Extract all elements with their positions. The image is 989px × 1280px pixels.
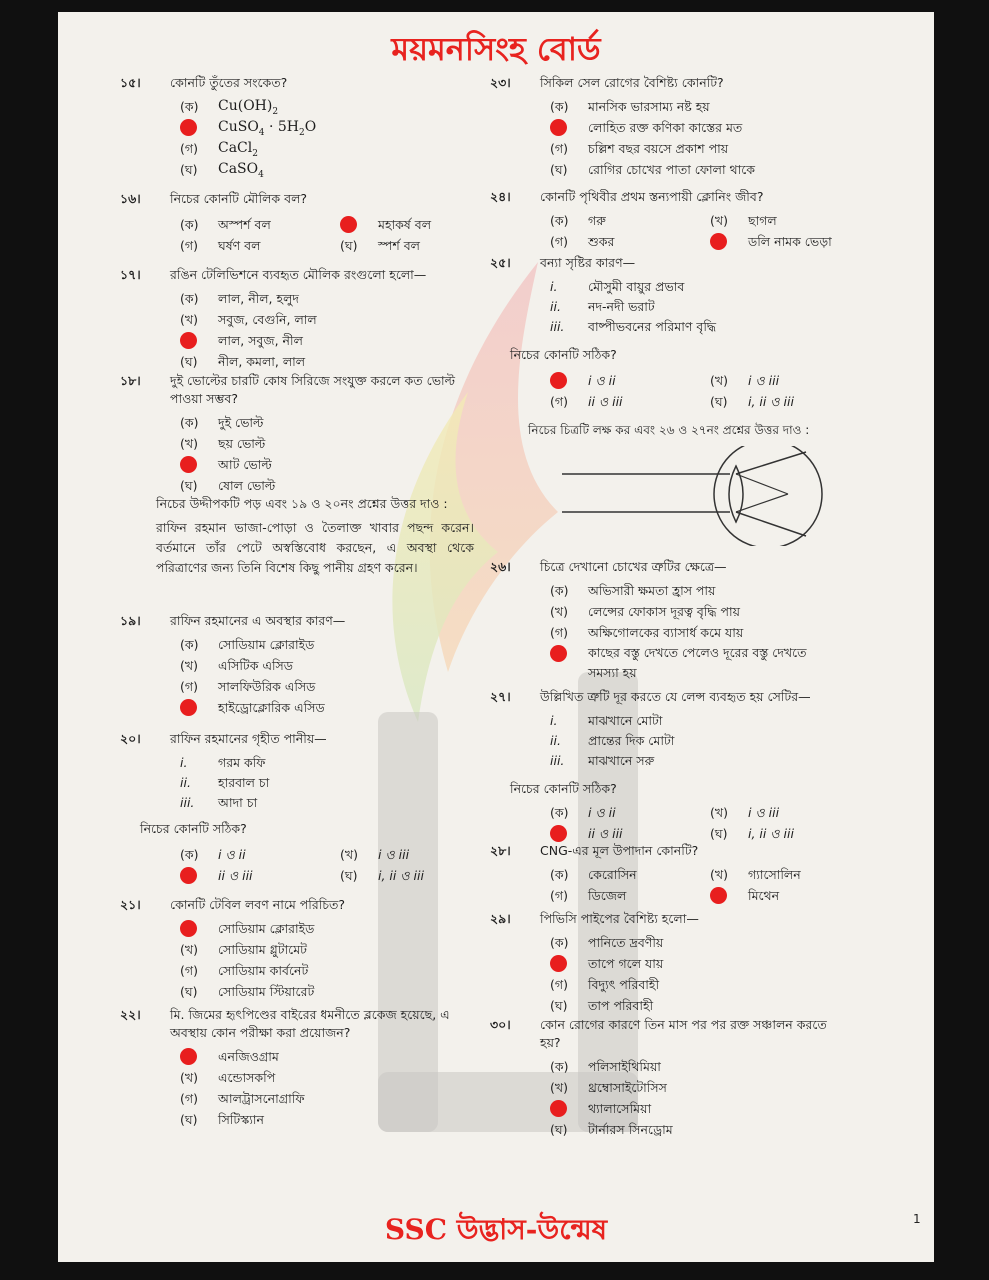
question-28: ২৮। CNG-এর মূল উপাদান কোনটি? (ক) কেরোসিন (খ) গ্যাসোলিন (গ) ডিজেল মিথেন bbox=[490, 842, 830, 906]
answer-mark-dot bbox=[710, 233, 727, 250]
option[interactable]: (ঘ) নীল, কমলা, লাল bbox=[180, 354, 306, 369]
option-marked[interactable]: লাল, সবুজ, নীল bbox=[180, 330, 460, 351]
question-27: ২৭। উল্লিখিত ত্রুটি দূর করতে যে লেন্স ব্যবহৃত হয় সেটির— i. মাঝখানে মোটা ii. প্রান্তের দিক মোটা iii. মাঝখানে সরু নিচের কোনটি সঠিক? (ক) i ও ii (খ) i ও iii ii ও iii (ঘ) i, ii ও iii bbox=[490, 688, 830, 844]
statement: iii. বাষ্পীভবনের পরিমাণ বৃদ্ধি bbox=[550, 319, 717, 334]
option[interactable]: (ক) পানিতে দ্রবণীয় bbox=[550, 935, 664, 950]
option[interactable]: (গ) ডিজেল bbox=[550, 888, 627, 903]
option[interactable]: (গ) সোডিয়াম কার্বনেট bbox=[180, 963, 309, 978]
option[interactable]: (গ) ii ও iii bbox=[550, 394, 623, 409]
option[interactable]: (ঘ) CaSO$_4$ bbox=[180, 161, 264, 180]
option[interactable]: (ঘ) টার্নারস সিনড্রোম bbox=[550, 1122, 673, 1137]
option[interactable]: (ক) দুই ভোল্ট bbox=[180, 415, 264, 430]
option[interactable]: (খ) i ও iii bbox=[710, 805, 780, 820]
option[interactable]: (খ) i ও iii bbox=[340, 847, 410, 862]
question-25: ২৫। বন্যা সৃষ্টির কারণ— i. মৌসুমী বায়ুর প্রভাব ii. নদ-নদী ভরাট iii. বাষ্পীভবনের পরিমাণ বৃদ্ধি নিচের কোনটি সঠিক? i ও ii (খ) i ও iii (গ) ii ও iii (ঘ) i, ii ও iii bbox=[490, 254, 830, 412]
option[interactable]: (খ) সোডিয়াম গ্লুটামেট bbox=[180, 942, 307, 957]
option[interactable]: (খ) ছয় ভোল্ট bbox=[180, 436, 266, 451]
answer-mark-dot bbox=[550, 955, 567, 972]
option[interactable]: (খ) থ্রম্বোসাইটোসিস bbox=[550, 1080, 667, 1095]
option-marked[interactable]: কাছের বস্তু দেখতে পেলেও দূরের বস্তু দেখতে সমস্যা হয় bbox=[550, 643, 830, 685]
statement: iii. আদা চা bbox=[180, 795, 258, 810]
board-title: ময়মনসিংহ বোর্ড bbox=[391, 30, 601, 68]
option-marked[interactable]: তাপে গলে যায় bbox=[550, 953, 830, 974]
option[interactable]: (খ) i ও iii bbox=[710, 373, 780, 388]
option[interactable]: (ঘ) রোগির চোখের পাতা ফোলা থাকে bbox=[550, 162, 756, 177]
statement: i. মৌসুমী বায়ুর প্রভাব bbox=[550, 279, 685, 294]
option-marked[interactable]: মহাকর্ষ বল bbox=[340, 214, 500, 235]
question-18: ১৮। দুই ভোল্টের চারটি কোষ সিরিজে সংযুক্ত করলে কত ভোল্ট পাওয়া সম্ভব? (ক) দুই ভোল্ট (খ) ছয় ভোল্ট আট ভোল্ট (ঘ) ষোল ভোল্ট bbox=[120, 372, 460, 496]
statement: ii. হারবাল চা bbox=[180, 775, 270, 790]
answer-mark-dot bbox=[550, 119, 567, 136]
exam-page bbox=[58, 12, 934, 1262]
option-marked[interactable]: CuSO$_4$ · $5H_2O$ bbox=[180, 117, 460, 138]
option[interactable]: (ক) গরু bbox=[550, 213, 606, 228]
answer-mark-dot bbox=[550, 645, 567, 662]
option-marked[interactable]: লোহিত রক্ত কণিকা কাস্তের মত bbox=[550, 117, 830, 138]
question-text: কোনটি তুঁতের সংকেত? bbox=[170, 75, 288, 90]
statement: iii. মাঝখানে সরু bbox=[550, 753, 655, 768]
option[interactable]: (ক) সোডিয়াম ক্লোরাইড bbox=[180, 637, 315, 652]
option[interactable]: (খ) ছাগল bbox=[710, 213, 777, 228]
option-marked[interactable]: মিথেন bbox=[710, 885, 870, 906]
option[interactable]: (গ) CaCl$_2$ bbox=[180, 140, 258, 159]
option[interactable]: (ঘ) ষোল ভোল্ট bbox=[180, 478, 276, 493]
question-16: ১৬। নিচের কোনটি মৌলিক বল? (ক) অস্পর্শ বল মহাকর্ষ বল (গ) ঘর্ষণ বল (ঘ) স্পর্শ বল bbox=[120, 190, 460, 256]
statement: i. গরম কফি bbox=[180, 755, 266, 770]
answer-mark-dot bbox=[180, 1048, 197, 1065]
answer-mark-dot bbox=[180, 920, 197, 937]
option[interactable]: (ক) i ও ii bbox=[550, 805, 616, 820]
stem-instruction: নিচের উদ্দীপকটি পড় এবং ১৯ ও ২০নং প্রশ্নের উত্তর দাও : bbox=[156, 496, 448, 511]
statement: ii. প্রান্তের দিক মোটা bbox=[550, 733, 675, 748]
option-marked[interactable]: i ও ii bbox=[550, 370, 710, 391]
option-marked[interactable]: এনজিওগ্রাম bbox=[180, 1046, 460, 1067]
question-23: ২৩। সিকিল সেল রোগের বৈশিষ্ট্য কোনটি? (ক) মানসিক ভারসাম্য নষ্ট হয় লোহিত রক্ত কণিকা কাস্তের মত (গ) চল্লিশ বছর বয়সে প্রকাশ পায় (ঘ) রোগির চোখের পাতা ফোলা থাকে bbox=[490, 74, 830, 180]
answer-mark-dot bbox=[180, 119, 197, 136]
option-marked[interactable]: ii ও iii bbox=[550, 823, 710, 844]
option[interactable]: (ঘ) সোডিয়াম স্টিয়ারেট bbox=[180, 984, 315, 999]
answer-mark-dot bbox=[550, 372, 567, 389]
option[interactable]: (ঘ) i, ii ও iii bbox=[340, 868, 424, 883]
question-19: ১৯। রাফিন রহমানের এ অবস্থার কারণ— (ক) সোডিয়াম ক্লোরাইড (খ) এসিটিক এসিড (গ) সালফিউরিক এসিড হাইড্রোক্লোরিক এসিড bbox=[120, 612, 460, 718]
question-20: ২০। রাফিন রহমানের গৃহীত পানীয়— i. গরম কফি ii. হারবাল চা iii. আদা চা নিচের কোনটি সঠিক? (ক) i ও ii (খ) i ও iii ii ও iii (ঘ) i, ii ও iii bbox=[120, 730, 460, 886]
answer-mark-dot bbox=[550, 1100, 567, 1117]
sub-question: নিচের কোনটি সঠিক? bbox=[510, 781, 617, 796]
page-number: 1 bbox=[913, 1212, 921, 1226]
statement: i. মাঝখানে মোটা bbox=[550, 713, 663, 728]
sub-question: নিচের কোনটি সঠিক? bbox=[510, 347, 617, 362]
option[interactable]: (গ) আলট্রাসনোগ্রাফি bbox=[180, 1091, 305, 1106]
statement: ii. নদ-নদী ভরাট bbox=[550, 299, 655, 314]
question-26: ২৬। চিত্রে দেখানো চোখের ত্রুটির ক্ষেত্রে— (ক) অভিসারী ক্ষমতা হ্রাস পায় (খ) লেন্সের ফোকাস দূরত্ব বৃদ্ধি পায় (গ) অক্ষিগোলকের ব্যাসার্ধ কমে যায় কাছের বস্তু দেখতে পেলেও দূরের বস্তু দেখতে সমস্যা হয় bbox=[490, 558, 830, 685]
option[interactable]: (খ) গ্যাসোলিন bbox=[710, 867, 801, 882]
option[interactable]: (ক) পলিসাইথিমিয়া bbox=[550, 1059, 661, 1074]
question-17: ১৭। রঙিন টেলিভিশনে ব্যবহৃত মৌলিক রংগুলো হলো— (ক) লাল, নীল, হলুদ (খ) সবুজ, বেগুনি, লাল লাল, সবুজ, নীল (ঘ) নীল, কমলা, লাল bbox=[120, 266, 460, 372]
option-marked[interactable]: আট ভোল্ট bbox=[180, 454, 460, 475]
option[interactable]: (ক) অভিসারী ক্ষমতা হ্রাস পায় bbox=[550, 583, 716, 598]
answer-mark-dot bbox=[180, 867, 197, 884]
answer-mark-dot bbox=[340, 216, 357, 233]
option[interactable]: (গ) সালফিউরিক এসিড bbox=[180, 679, 316, 694]
answer-mark-dot bbox=[550, 825, 567, 842]
sub-question: নিচের কোনটি সঠিক? bbox=[140, 821, 247, 836]
option[interactable]: (গ) চল্লিশ বছর বয়সে প্রকাশ পায় bbox=[550, 141, 729, 156]
option[interactable]: (ক) কেরোসিন bbox=[550, 867, 637, 882]
eye-defect-diagram bbox=[558, 446, 828, 546]
option[interactable]: (ঘ) সিটিস্ক্যান bbox=[180, 1112, 264, 1127]
option[interactable]: (খ) সবুজ, বেগুনি, লাল bbox=[180, 312, 317, 327]
option[interactable]: (ঘ) স্পর্শ বল bbox=[340, 238, 420, 253]
answer-mark-dot bbox=[180, 456, 197, 473]
stem-instruction: নিচের চিত্রটি লক্ষ কর এবং ২৬ ও ২৭নং প্রশ্নের উত্তর দাও : bbox=[528, 423, 810, 437]
question-15 bbox=[120, 74, 460, 180]
answer-mark-dot bbox=[180, 699, 197, 716]
question-number: ১৫। bbox=[120, 75, 141, 90]
option-marked[interactable]: ii ও iii bbox=[180, 865, 340, 886]
option[interactable]: (খ) লেন্সের ফোকাস দূরত্ব বৃদ্ধি পায় bbox=[550, 604, 740, 619]
option[interactable]: (ক) i ও ii bbox=[180, 847, 246, 862]
option[interactable]: (খ) এসিটিক এসিড bbox=[180, 658, 293, 673]
option[interactable]: (ঘ) i, ii ও iii bbox=[710, 826, 794, 841]
option-marked[interactable]: হাইড্রোক্লোরিক এসিড bbox=[180, 697, 460, 718]
option[interactable]: (ক) $Cu(OH)_2$ bbox=[180, 98, 279, 117]
answer-mark-dot bbox=[710, 887, 727, 904]
question-30: ৩০। কোন রোগের কারণে তিন মাস পর পর রক্ত সঞ্চালন করতে হয়? (ক) পলিসাইথিমিয়া (খ) থ্রম্বোসাইটোসিস থ্যালাসেমিয়া (ঘ) টার্নারস সিনড্রোম bbox=[490, 1016, 830, 1140]
option[interactable]: (খ) এন্ডোসকপি bbox=[180, 1070, 276, 1085]
option[interactable]: (ক) লাল, নীল, হলুদ bbox=[180, 291, 299, 306]
option[interactable]: (গ) অক্ষিগোলকের ব্যাসার্ধ কমে যায় bbox=[550, 625, 744, 640]
option[interactable]: (গ) বিদ্যুৎ পরিবাহী bbox=[550, 977, 660, 992]
option-marked[interactable]: ডলি নামক ভেড়া bbox=[710, 231, 870, 252]
option[interactable]: (গ) শুকর bbox=[550, 234, 615, 249]
question-24: ২৪। কোনটি পৃথিবীর প্রথম স্তন্যপায়ী ক্লোনিং জীব? (ক) গরু (খ) ছাগল (গ) শুকর ডলি নামক ভেড়া bbox=[490, 188, 830, 252]
question-21: ২১। কোনটি টেবিল লবণ নামে পরিচিত? সোডিয়াম ক্লোরাইড (খ) সোডিয়াম গ্লুটামেট (গ) সোডিয়াম কার্বনেট (ঘ) সোডিয়াম স্টিয়ারেট bbox=[120, 896, 460, 1002]
option[interactable]: (ক) মানসিক ভারসাম্য নষ্ট হয় bbox=[550, 99, 710, 114]
option[interactable]: (ঘ) i, ii ও iii bbox=[710, 394, 794, 409]
question-22: ২২। মি. জিমের হৃৎপিণ্ডের বাইরের ধমনীতে ব্লকেজ হয়েছে, এ অবস্থায় কোন পরীক্ষা করা প্রয়োজন? এনজিওগ্রাম (খ) এন্ডোসকপি (গ) আলট্রাসনোগ্রাফি (ঘ) সিটিস্ক্যান bbox=[120, 1006, 460, 1130]
option[interactable]: (ঘ) তাপ পরিবাহী bbox=[550, 998, 654, 1013]
question-29: ২৯। পিভিসি পাইপের বৈশিষ্ট্য হলো— (ক) পানিতে দ্রবণীয় তাপে গলে যায় (গ) বিদ্যুৎ পরিবাহী (ঘ) তাপ পরিবাহী bbox=[490, 910, 830, 1016]
option[interactable]: (গ) ঘর্ষণ বল bbox=[180, 238, 261, 253]
brand-footer: SSC উদ্ভাস-উন্মেষ bbox=[384, 1213, 608, 1246]
stem-passage: রাফিন রহমান ভাজা-পোড়া ও তৈলাক্ত খাবার পছন্দ করেন। বর্তমানে তাঁর পেটে অস্বস্তিবোধ করছেন, এ অবস্থা থেকে পরিত্রাণের জন্য তিনি বিশেষ কিছু পানীয় গ্রহণ করেন। bbox=[156, 520, 474, 575]
option[interactable]: (ক) অস্পর্শ বল bbox=[180, 217, 271, 232]
option-marked[interactable]: সোডিয়াম ক্লোরাইড bbox=[180, 918, 460, 939]
option-marked[interactable]: থ্যালাসেমিয়া bbox=[550, 1098, 830, 1119]
answer-mark-dot bbox=[180, 332, 197, 349]
